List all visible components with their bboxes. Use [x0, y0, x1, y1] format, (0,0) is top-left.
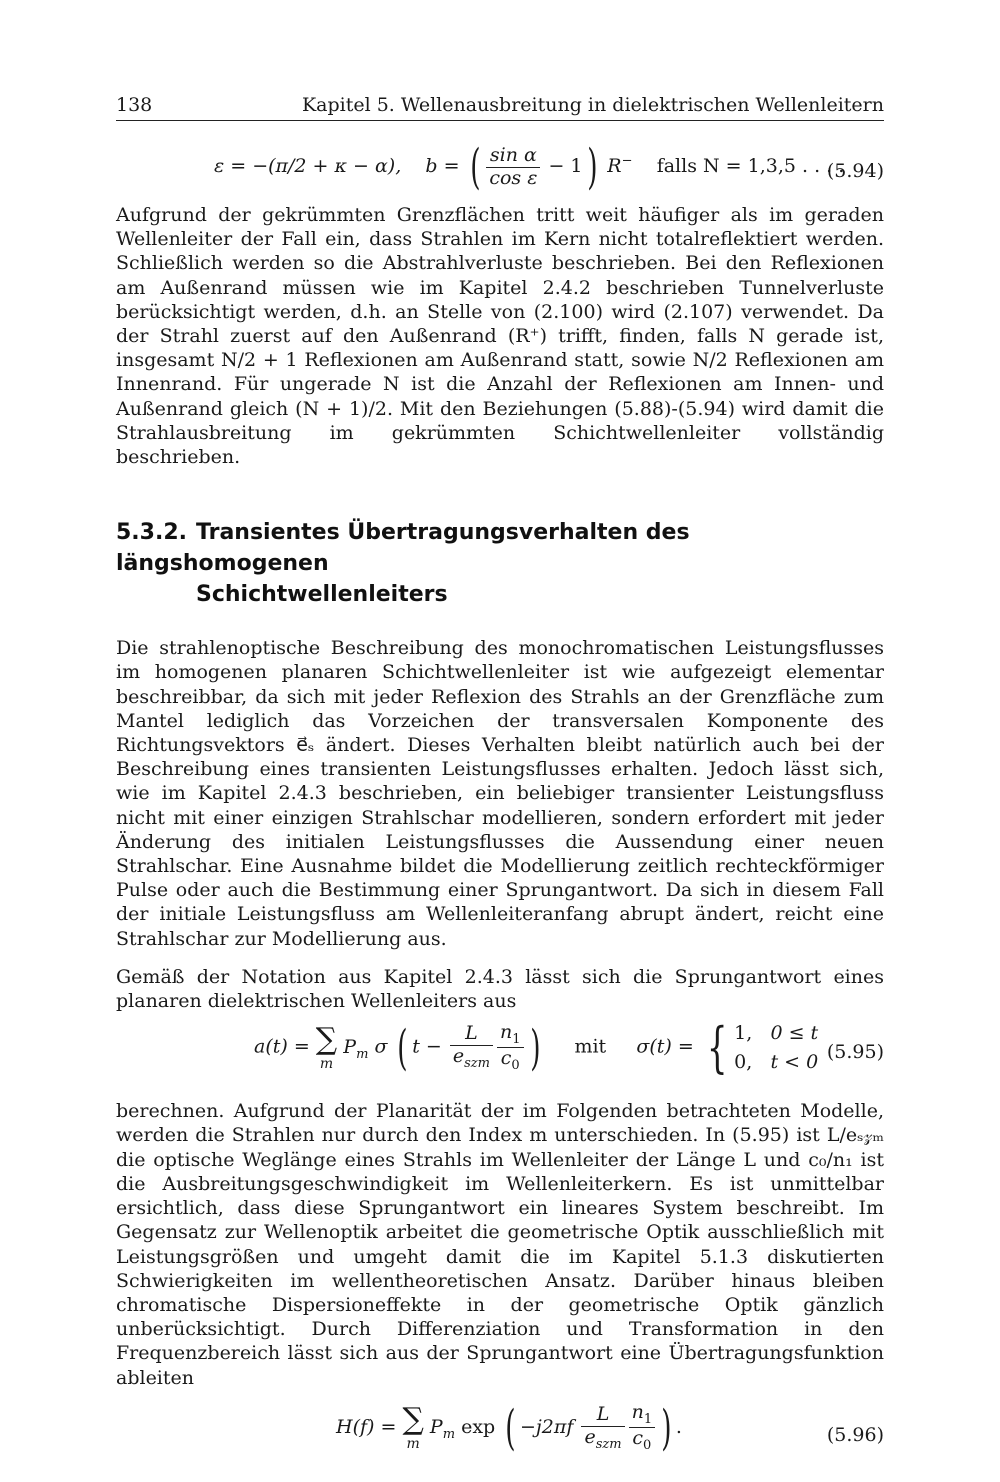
left-brace: {	[706, 1015, 728, 1079]
left-paren: (	[505, 1399, 516, 1456]
right-paren: )	[529, 1019, 541, 1076]
l-over-eszm: $\frac{L}{e_{szm}}$	[450, 1023, 493, 1072]
equation-number: (5.94)	[826, 160, 884, 182]
epsilon-definition: ε = −(π/2 + κ − α),	[214, 155, 402, 177]
mit-word: mit	[574, 1035, 607, 1058]
left-paren: (	[397, 1019, 408, 1076]
sigma: σ	[374, 1035, 388, 1058]
r-minus: R−	[607, 153, 633, 177]
running-header	[116, 88, 884, 121]
section-number: 5.3.2.	[116, 520, 187, 546]
exp-function: exp	[461, 1415, 496, 1438]
page	[116, 88, 884, 1482]
h-lhs: H(f) =	[336, 1415, 397, 1438]
b-lhs: b =	[425, 155, 460, 177]
p-m: $P_m$	[429, 1415, 456, 1442]
p-m: $P_m$	[343, 1035, 369, 1062]
paragraph: Aufgrund der gekrümmten Grenzflächen tritt weit häufiger als im geraden Wellenleiter der Fall ein, dass Strahlen im Kern nicht totalreflektiert werden. Schließlich werden so die Abstrahlverluste beschrieben. Bei den Reflexionen am Außenrand müssen wie im Kapitel 2.4.2 beschrieben Tunnelverluste berücksichtigt werden, d.h. an Stelle von (2.100) wird (2.107) verwendet. Da der Strahl zuerst auf den Außenrand (R⁺) trifft, finden, falls N gerade ist, insgesamt N/2 + 1 Reflexionen am Außenrand statt, sowie N/2 Reflexionen am Innenrand. Für ungerade N ist die Anzahl der Reflexionen am Innen- und Außenrand gleich (N + 1)/2. Mit den Beziehungen (5.88)-(5.94) wird damit die Strahlausbreitung im gekrümmten Schichtwellenleiter vollständig beschrieben.	[116, 204, 884, 469]
left-paren: (	[469, 139, 481, 195]
paragraph: Die strahlenoptische Beschreibung des monochromatischen Leistungsflusses im homogenen planaren Schichtwellenleiter ist wie aufgezeigt elementar beschreibbar, da sich mit jeder Reflexion des Strahls an der Grenzfläche zum Mantel lediglich das Vorzeichen der transversalen Komponente des Richtungsvektors e⃗ₛ ändert. Dieses Verhalten bleibt natürlich auch bei der Beschreibung eines transienten Leistungsflusses erhalten. Jedoch lässt sich, wie im Kapitel 2.4.3 beschrieben, ein beliebiger transienter Leistungsfluss nicht mit einer einzigen Strahlschar modellieren, sondern erfordert mit jeder Änderung des initialen Leistungsflusses die Aussendung einer neuen Strahlschar. Eine Ausnahme bildet die Modellierung zeitlich rechteckförmiger Pulse oder auch die Bestimmung einer Sprungantwort. Da sich in diesem Fall der initiale Leistungsfluss am Wellenleiteranfang abrupt ändert, reicht eine Strahlschar zur Modellierung aus.	[116, 637, 884, 950]
paragraph: berechnen. Aufgrund der Planarität der im Folgenden betrachteten Modelle, werden die Strahlen nur durch den Index m unterschieden. In (5.95) ist L/eₛ𝓏ₘ die optische Weglänge eines Strahls im Wellenleiter der Länge L und c₀/n₁ ist die Ausbreitungsgeschwindigkeit im Wellenleiterkern. Es ist unmittelbar ersichtlich, dass diese Sprungantwort ein lineares System beschreibt. Im Gegensatz zur Wellenoptik arbeitet die geometrische Optik ausschließlich mit Leistungsgrößen und umgeht damit die im Kapitel 5.1.3 diskutierten Schwierigkeiten im wellentheoretischen Ansatz. Darüber hinaus bleiben chromatische Dispersioneffekte in der geometrische Optik gänzlich unberücksichtigt. Durch Differenziation und Transformation in den Frequenzbereich lässt sich aus der Sprungantwort eine Übertragungsfunktion ableiten	[116, 1100, 884, 1389]
sin-cos-fraction: $\frac{\text{sin α}}{\text{cos ε}}$	[486, 145, 540, 190]
equation-period: .	[675, 1415, 682, 1438]
equation-number: (5.95)	[826, 1041, 884, 1064]
equation-5-94	[116, 141, 884, 211]
l-over-eszm: $\frac{L}{e_{szm}}$	[581, 1404, 624, 1453]
page-number: 138	[116, 94, 153, 116]
t-minus: t −	[412, 1035, 442, 1058]
n1-over-c0: $\frac{n_1}{c_0}$	[497, 1022, 524, 1074]
cases: 1, 0 ≤ t 0, t < 0	[734, 1022, 819, 1073]
paragraph: Gemäß der Notation aus Kapitel 2.4.3 lässt sich die Sprungantwort eines planaren dielektrischen Wellenleiters aus	[116, 965, 884, 1013]
chapter-title: Kapitel 5. Wellenausbreitung in dielektrischen Wellenleitern	[301, 94, 884, 116]
sum-operator: ∑ m	[315, 1021, 338, 1072]
sigma-definition: σ(t) =	[636, 1035, 694, 1058]
condition: falls N = 1,3,5 . . . .	[656, 155, 845, 177]
exp-argument: −j2πf	[519, 1415, 574, 1438]
right-paren: )	[586, 139, 598, 195]
right-paren: )	[661, 1399, 672, 1456]
equation-5-95	[116, 1015, 884, 1099]
n1-over-c0: $\frac{n_1}{c_0}$	[629, 1402, 656, 1454]
minus-one: − 1	[548, 155, 583, 177]
a-lhs: a(t) =	[254, 1035, 310, 1058]
section-title-line1: Transientes Übertragungsverhalten des längshomogenen	[116, 520, 690, 577]
section-heading	[116, 517, 884, 610]
section-title-line2: Schichtwellenleiters	[196, 582, 448, 608]
equation-number: (5.96)	[826, 1423, 884, 1446]
sum-operator: ∑ m	[402, 1401, 424, 1452]
